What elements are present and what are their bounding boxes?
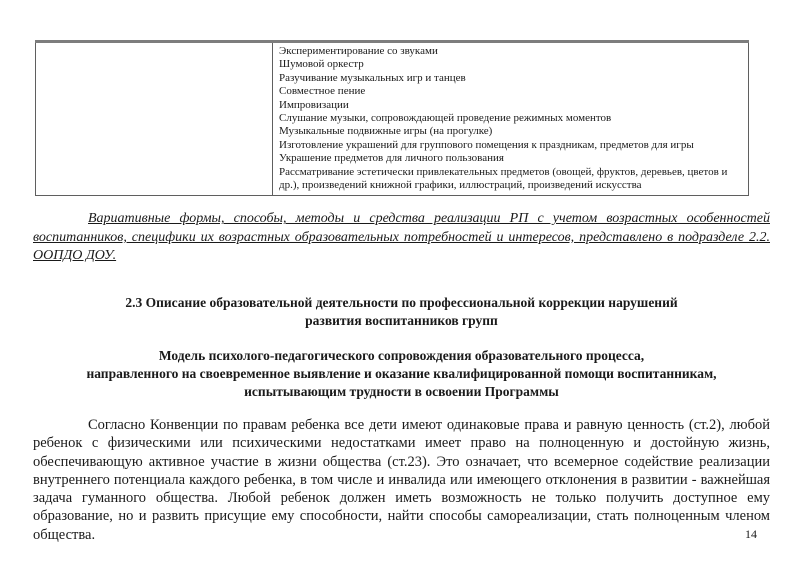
- body-paragraph: Согласно Конвенции по правам ребенка все дети имеют одинаковые права и равную ценность (ст.2), любой ребенок с физическими или психическими недостатками имеет право на полноценную и достойную жизнь, обеспечивающую активное участие в жизни общества (ст.23). Это означает, что всемерное содействие реализации внутреннего потенциала каждого ребенка, в том числе и инвалида или имеющего отклонения в развитии - важнейшая задача гуманного общества. Любой ребенок должен иметь возможность не только получить доступное ему образование, но и развить присущие ему способности, найти способы самореализации, стать полноценным членом общества.: [33, 416, 770, 543]
- activities-table: [35, 40, 749, 196]
- model-heading-line-1: Модель психолого-педагогического сопровождения образовательного процесса,: [158, 347, 645, 363]
- list-item: Слушание музыки, сопровождающей проведение режимных моментов: [279, 112, 612, 125]
- section-heading-line-2: развития воспитанников групп: [305, 312, 498, 328]
- page-number: 14: [745, 527, 757, 541]
- list-item: Экспериментирование со звуками: [279, 45, 438, 57]
- list-item: Импровизации: [279, 98, 349, 111]
- section-heading-line-1: 2.3 Описание образовательной деятельности по профессиональной коррекции нарушений: [125, 294, 678, 310]
- variative-forms-note: Вариативные формы, способы, методы и средства реализации РП с учетом возрастных особенностей воспитанников, специфики их возрастных образовательных потребностей и интересов, представлено в подразделе 2.2. ООПДО ДОУ.: [33, 211, 770, 264]
- list-item: Совместное пение: [279, 85, 366, 98]
- list-item: Шумовой оркестр: [279, 58, 364, 71]
- model-heading-line-3: испытывающим трудности в освоении Программы: [244, 383, 559, 399]
- model-heading: [33, 347, 770, 401]
- list-item: Рассматривание эстетически привлекательных предметов (овощей, фруктов, деревьев, цветов и др.), произведений книжной графики, иллюстраций, произведений искусства: [279, 165, 728, 192]
- list-item: Украшение предметов для личного пользования: [279, 152, 504, 165]
- section-heading: [33, 294, 770, 330]
- list-item: Разучивание музыкальных игр и танцев: [279, 71, 466, 84]
- list-item: Изготовление украшений для группового помещения к праздникам, предметов для игры: [279, 138, 694, 151]
- table-row: [36, 42, 749, 196]
- list-item: Музыкальные подвижные игры (на прогулке): [279, 125, 493, 138]
- table-cell-empty: [36, 42, 273, 196]
- table-cell-activities: [273, 42, 749, 196]
- model-heading-line-2: направленного на своевременное выявление и оказание квалифицированной помощи воспитанникам,: [86, 365, 717, 381]
